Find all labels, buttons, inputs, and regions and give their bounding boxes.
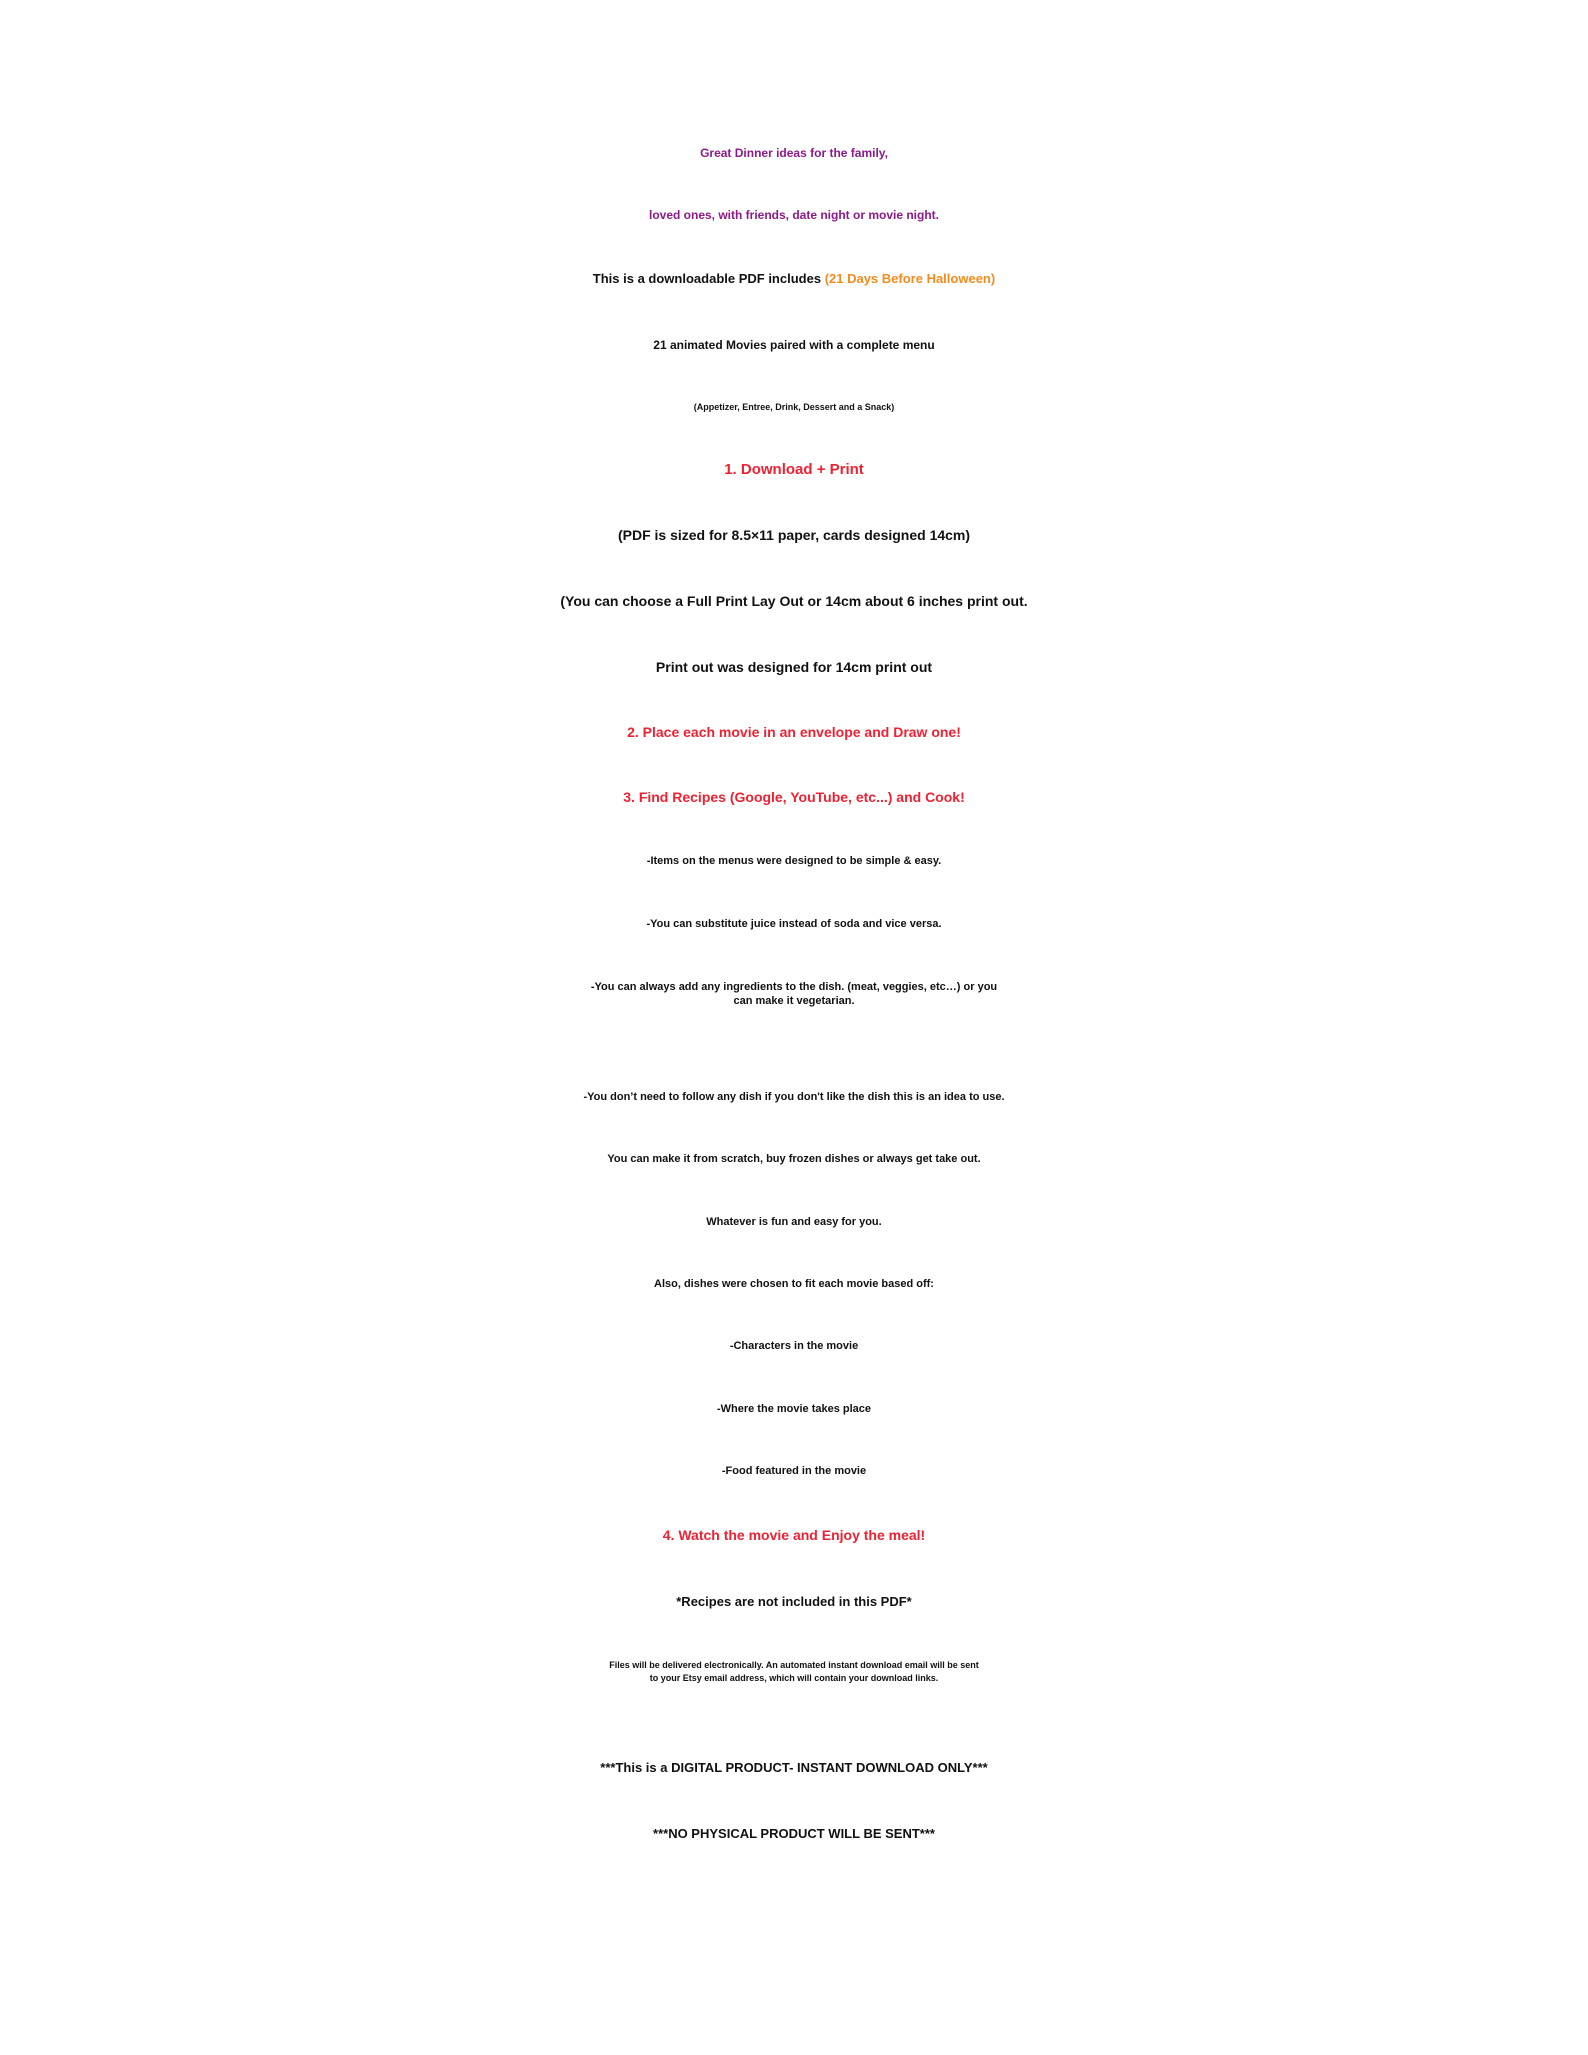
tip-follow: -You don’t need to follow any dish if you don't like the dish this is an idea to use. <box>583 1091 1005 1103</box>
delivery-line-2: to your Etsy email address, which will contain your download links. <box>649 1672 939 1683</box>
chosen-place: -Where the movie takes place <box>716 1403 872 1415</box>
tip-scratch: You can make it from scratch, buy frozen dishes or always get take out. <box>607 1153 981 1165</box>
tip-ingredients-line-1: -You can always add any ingredients to the dish. (meat, veggies, etc…) or you <box>590 981 998 993</box>
delivery-line-1: Files will be delivered electronically. An automated instant download email will be sent <box>609 1660 979 1670</box>
menu-courses: (Appetizer, Entree, Drink, Dessert and a Snack) <box>693 402 895 412</box>
tip-ingredients-line-2: can make it vegetarian. <box>733 995 855 1008</box>
digital-product-notice: ***This is a DIGITAL PRODUCT- INSTANT DOWNLOAD ONLY*** <box>600 1760 988 1775</box>
step-3-heading: 3. Find Recipes (Google, YouTube, etc...) and Cook! <box>623 789 965 805</box>
step-2-heading: 2. Place each movie in an envelope and Draw one! <box>627 724 961 740</box>
tip-ingredients <box>0 980 1588 1009</box>
tip-substitute: -You can substitute juice instead of soda and vice versa. <box>646 918 942 930</box>
intro-line-1: Great Dinner ideas for the family, <box>700 146 888 160</box>
step-4-heading: 4. Watch the movie and Enjoy the meal! <box>662 1527 926 1543</box>
chosen-characters: -Characters in the movie <box>729 1340 859 1352</box>
delivery-info <box>0 1659 1588 1685</box>
includes-prefix: This is a downloadable PDF includes <box>592 271 822 286</box>
tip-simple: -Items on the menus were designed to be simple & easy. <box>646 855 942 867</box>
includes-highlight: (21 Days Before Halloween) <box>824 271 996 286</box>
pdf-size-note: (PDF is sized for 8.5×11 paper, cards designed 14cm) <box>617 527 971 543</box>
chosen-food: -Food featured in the movie <box>721 1465 867 1477</box>
intro-line-2: loved ones, with friends, date night or movie night. <box>648 208 940 222</box>
chosen-intro: Also, dishes were chosen to fit each movie based off: <box>654 1278 934 1290</box>
tip-fun: Whatever is fun and easy for you. <box>706 1216 882 1228</box>
recipes-note: *Recipes are not included in this PDF* <box>676 1594 912 1609</box>
step-1-heading: 1. Download + Print <box>724 461 864 478</box>
print-choice-note: (You can choose a Full Print Lay Out or 14cm about 6 inches print out. <box>560 593 1028 609</box>
no-physical-product-notice: ***NO PHYSICAL PRODUCT WILL BE SENT*** <box>653 1826 935 1841</box>
movies-line: 21 animated Movies paired with a complete menu <box>653 338 935 352</box>
print-design-note: Print out was designed for 14cm print out <box>655 659 933 675</box>
includes-line <box>0 271 1588 287</box>
